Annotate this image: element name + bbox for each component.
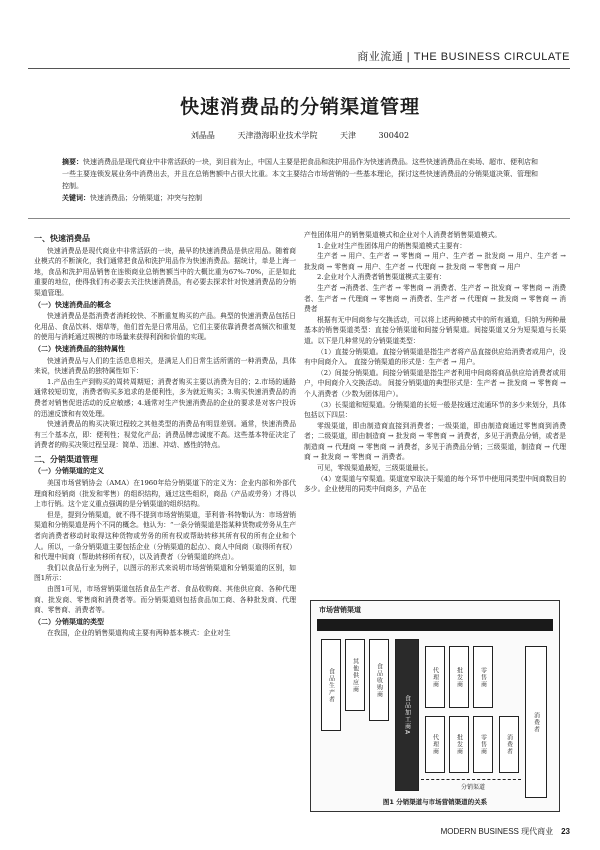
figure-box: 食品加工商A — [395, 639, 419, 791]
paragraph: 根据有无中间商参与交换活动，可以将上述两种模式中的所有通道，归纳为两种最基本的销售渠道类型：直接分销渠道和间接分销渠道。间接渠道又分为短渠道与长渠道。以下是几种常见的分销渠道类型： — [304, 315, 566, 345]
figure-box: 食品收购商 — [369, 639, 389, 721]
author-affiliation: 天津渤海职业技术学院 — [237, 131, 318, 140]
subsection-heading: （二）分销渠道的类型 — [34, 617, 104, 626]
figure-box: 代理商 — [425, 646, 445, 708]
paragraph: 1.产品由生产到购买的周转周期短；消费者购买主要以消费为目的；2.市场的通路通常较短切宽，消费者购买多追求的是便利性，多为就近购买；3.购买快速消费品的消费者对销售促进活动的反应敏感；4.通常对生产快速消费品的企业的要求是对客户投诉的迅速反馈和有效处理。 — [34, 377, 296, 418]
figure-box: 零售商 — [473, 646, 493, 708]
figure-box: 其他供应商 — [345, 639, 365, 711]
author-zip: 300402 — [378, 131, 410, 140]
keywords-label: 关键词： — [62, 194, 90, 202]
figure-caption: 图1 分销渠道与市场营销渠道的关系 — [382, 798, 488, 806]
figure-box: 消费者 — [525, 646, 547, 798]
author-name: 刘晶晶 — [190, 131, 215, 140]
paragraph: 生产者 →消费者、生产者 → 零售商 → 消费者、生产者 → 批发商 → 零售商 → 消费者、生产者 → 代理商 → 零售商 → 消费者、生产者 → 代理商 → 批发商 → 零售商 → 消费者 — [304, 283, 566, 314]
header-rule — [28, 68, 570, 69]
figure-box: 食品生产者 — [321, 639, 341, 731]
abstract-block — [62, 156, 542, 204]
article-title: 快速消费品的分销渠道管理 — [179, 96, 420, 118]
paragraph: （4）宽渠道与窄渠道。渠道宽窄取决于渠道的每个环节中使用同类型中间商数目的多少。企业使用的同类中间商多，产品在 — [304, 474, 567, 494]
distribution-channel-bracket — [421, 779, 521, 780]
paragraph: 零级渠道，即由制造商直接到消费者；一级渠道，即由制造商通过零售商到消费者；二级渠道，即由制造商 → 批发商 → 零售商 → 消费者，多见于消费品分销，或者是制造商 → 代理商 → 零售商 → 消费者，多见于消费品分销；三级渠道，制造商 → 代理商 → 批发商 → 零售商 → 消费者。 — [304, 421, 566, 462]
figure-box: 消费者 — [499, 716, 519, 773]
distribution-channel-label: 分销渠道 — [461, 784, 486, 791]
figure-header-bar — [317, 619, 553, 631]
keywords-text: 快速消费品；分销渠道；冲突与控制 — [90, 194, 202, 202]
section-heading: 一、快速消费品 — [34, 234, 90, 243]
abstract-label: 摘要： — [62, 158, 83, 166]
paragraph: 快速消费品是现代商业中非常活跃的一块，最早的快速消费品是供应用品。随着商业模式的不断演化，我们通常把食品和洗护用品作为快速消费品。据统计，单是上海一地，食品和洗护用品销售在连锁商业总销售额当中的大概比重为67%-70%，正是如此重要的地位，使得我们有必要去关注快速消费品，有必要去探求针对快速消费品的分销渠道管理。 — [34, 246, 296, 297]
figure-box: 批发商 — [449, 646, 469, 708]
paragraph: 可见，零级渠道最短，三级渠道最长。 — [317, 464, 433, 473]
page-footer — [441, 826, 570, 837]
right-column — [304, 230, 566, 495]
byline — [0, 130, 600, 141]
paragraph: 但是，提到分销渠道，就不得不提到市场营销渠道，菲利普·科特勒认为：市场营销渠道和分销渠道是两个不同的概念。他认为：“一条分销渠道是指某种货物或劳务从生产者向消费者移动时取得这种货物或劳务的所有权或帮助转移其所有权的所有企业和个人。所以，一条分销渠道主要包括企业（分销渠道的起点）、商人中间商（取得所有权）和代理中间商（帮助转移所有权），以及消费者（分销渠道的终点）。 — [34, 510, 296, 562]
subsection-heading: （二）快速消费品的独特属性 — [34, 344, 125, 353]
author-city: 天津 — [340, 131, 356, 140]
subsection-heading: （一）分销渠道的定义 — [34, 467, 104, 476]
paragraph: 1.企业对生产性团体用户的销售渠道模式主要有： — [317, 241, 467, 250]
paragraph: （2）间接分销渠道。间接分销渠道是指生产者利用中间商将商品供应给消费者或用户，中间商介入交换活动。 间接分销渠道的典型形式是：生产者 → 批发商 → 零售商 → 个人消费者（少数为团体用户）。 — [304, 368, 567, 398]
figure-box: 代理商 — [425, 716, 445, 773]
figure-1-diagram — [310, 600, 560, 812]
paragraph: 产性团体用户的销售渠道模式和企业对个人消费者销售渠道模式。 — [304, 231, 502, 239]
paragraph: 生产者 → 用户、生产者 → 零售商 → 用户、生产者 → 批发商 → 用户、生产者 → 批发商 → 零售商 → 用户、生产者 → 代理商 → 批发商 → 零售商 → 用户 — [304, 252, 566, 271]
figure-box: 批发商 — [449, 716, 469, 773]
section-heading: 二、分销渠道管理 — [34, 454, 98, 464]
figure-box: 零售商 — [473, 716, 493, 773]
footer-journal: MODERN BUSINESS 现代商业 — [440, 827, 554, 836]
paragraph: 快速消费品与人们的生活息息相关，是满足人们日常生活所需的一种消费品，具体来说，快速消费品的独特属性如下： — [34, 356, 296, 376]
page-number: 23 — [561, 827, 570, 836]
paragraph: （3）长渠道和短渠道。分销渠道的长短一般是按通过流通环节的多少来划分，具体包括以下四层： — [304, 400, 567, 420]
left-column — [34, 230, 296, 639]
paragraph: 美国市场营销协会（AMA）在1960年给分销渠道下的定义为：企业内部和外部代理商和经销商（批发和零售）的组织结构，通过这些组织，商品（产品或劳务）才得以上市行销。这个定义重点强调的是分销渠道的组织结构。 — [34, 479, 296, 509]
paragraph: 快速消费品的购买决策过程较之其他类型的消费品有明显差别。通常，快速消费品有三个基本点，即：便利性；视觉化产品；消费品牌忠诚度不高。这些基本特征决定了消费者的购买决策过程呈现：简单、迅速、冲动、感性的特点。 — [34, 420, 296, 450]
marketing-channel-label: 市场营销渠道 — [319, 606, 361, 614]
paragraph: 由图1可见，市场营销渠道包括食品生产者、食品收购商、其他供应商、各种代理商、批发商、零售商和消费者等。而分销渠道则包括食品加工商、各种批发商、代理商、零售商、消费者等。 — [34, 585, 296, 615]
abstract-text: 快速消费品是现代商业中非常活跃的一块，到目前为止，中国人主要是把食品和洗护用品作为快速消费品。这些快速消费品在卖场、超市、便利店和一些主要连锁发展业务中消费出去，并且在总销售额中占很大比重。本文主要结合市场营销的一些基本理论，探讨这些快速消费品的分销渠道决策、管理和控制。 — [62, 158, 538, 190]
paragraph: 我们以食品行业为例子，以图示的形式来说明市场营销渠道和分销渠道的区别，如图1所示： — [34, 563, 296, 583]
paragraph: （1）直接分销渠道。直接分销渠道是指生产者将产品直接供应给消费者或用户，没有中间商介入。 直接分销渠道的形式是：生产者 → 用户。 — [304, 347, 567, 367]
journal-header: 商业流通 | THE BUSINESS CIRCULATE — [357, 51, 570, 63]
paragraph: 快速消费品是指消费者消耗较快、不断重复购买的产品。典型的快速消费品包括日化用品、食品饮料、烟草等，他们首先是日常用品，它们主要依靠消费者高频次和重复的使用与消耗通过规模的市场量来获得利润和价值的实现。 — [34, 312, 296, 342]
paragraph: 在我国，企业的销售渠道构成主要有两种基本模式：企业对生 — [47, 629, 231, 638]
paragraph: 2.企业对个人消费者销售渠道模式主要有： — [317, 273, 446, 282]
subsection-heading: （一）快速消费品的概念 — [34, 300, 111, 309]
abstract-divider — [28, 218, 570, 219]
